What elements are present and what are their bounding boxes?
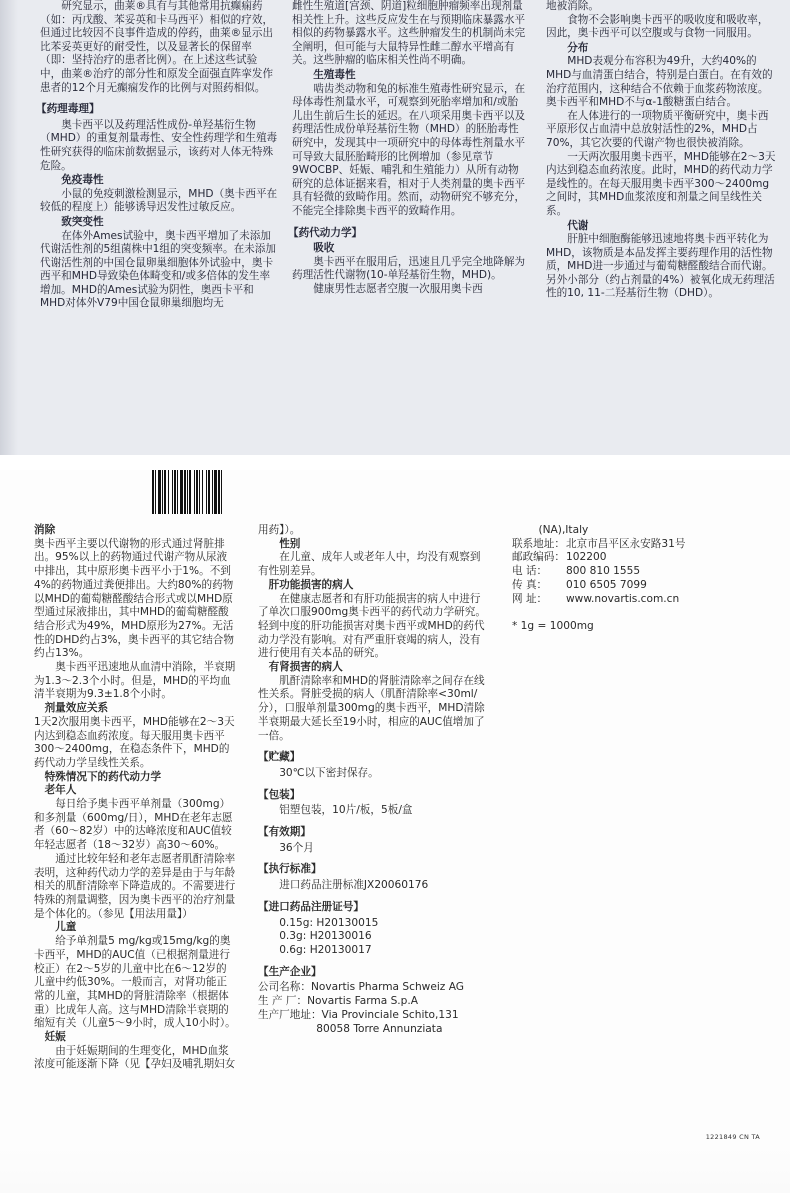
registration-015g: 0.15g: H20130015 <box>279 916 379 929</box>
section-head-registration: 【进口药品注册证号】 <box>258 900 364 913</box>
section-head-validity: 【有效期】 <box>258 826 311 839</box>
section-head-package: 【包装】 <box>258 788 301 801</box>
subhead-hepatic-impairment: 肝功能损害的病人 <box>268 578 354 591</box>
subhead-elimination: 消除 <box>34 524 56 536</box>
subhead-metabolism: 代谢 <box>567 219 589 232</box>
children-text: 给予单剂量5 mg/kg或15mg/kg的奥卡西平，MHD的AUC值（已根据剂量进行校正）在2～5岁的儿童中比在6～12岁的儿童中约低30%。一般而言，对肾功能正常的儿童，其MHD的肾脏清除率（根据体重）比成年人高。这与MHD清除半衰期的缩短有关（儿童5～9小时，成人10小时）。 <box>34 935 236 1030</box>
top-column-2 <box>288 0 526 296</box>
immunotoxicity-text: 小鼠的免疫刺激检测显示，MHD（奥卡西平在较低的程度上）能够诱导迟发性过敏反应。 <box>40 187 278 214</box>
subhead-dose-response: 剂量效应关系 <box>44 702 109 715</box>
bottom-column-1 <box>34 524 236 1072</box>
toxicology-text: 奥卡西平以及药理活性成份-单羟基衍生物（MHD）的重复剂量毒性、安全性药理学和生殖毒性研究获得的临床前数据显示，该药对人体无特殊危险。 <box>40 118 278 172</box>
section-head-manufacturer: 【生产企业】 <box>258 965 322 978</box>
subhead-reproductive-toxicity: 生殖毒性 <box>313 68 356 81</box>
bottom-column-2 <box>258 524 490 1036</box>
standard-text: 进口药品注册标准JX20060176 <box>279 879 429 892</box>
bottom-leaflet-section <box>0 470 790 1193</box>
steady-state-text: 一天两次服用奥卡西平，MHD能够在2～3天内达到稳态血药浓度。此时，MHD的药代动力学是线性的。在每天服用奥卡西平300～2400mg之间时，其MHD血浆浓度和剂量之间呈线性关系。 <box>546 150 776 217</box>
sheet-gap <box>0 455 790 470</box>
subhead-elderly: 老年人 <box>44 784 77 797</box>
barcode <box>152 470 260 514</box>
food-effect-text: 食物不会影响奥卡西平的吸收度和吸收率，因此，奥卡西平可以空腹或与食物一同服用。 <box>546 13 769 40</box>
mutagenicity-text: 在体外Ames试验中，奥卡西平增加了未添加代谢活性剂的5组菌株中1组的突变频率。在未添加代谢活性剂的中国仓鼠卵巢细胞体外试验中，奥卡西平和MHD导致染色体畸变和/或多倍体的发生率增加。MHD的Ames试验为阴性，奥西卡平和MHD对体外V79中国仓鼠卵巢细胞均无 <box>40 229 276 310</box>
contact-phone: 电 话： 800 810 1555 <box>512 565 641 578</box>
subhead-special-populations: 特殊情况下的药代动力学 <box>44 770 162 783</box>
section-head-storage: 【贮藏】 <box>258 751 301 764</box>
subhead-immunotoxicity: 免疫毒性 <box>61 174 104 187</box>
elimination-continued: 地被消除。 <box>546 0 599 12</box>
pregnancy-text: 由于妊娠期间的生理变化，MHD血浆浓度可能逐渐下降（见【孕妇及哺乳期妇女 <box>34 1044 236 1071</box>
top-leaflet-section <box>0 0 790 455</box>
mass-balance-text: 在人体进行的一项物质平衡研究中，奥卡西平原形仅占血清中总放射活性的2%，MHD占70%，其它次要的代谢产物也很快被消除。 <box>546 109 769 149</box>
elderly-text-1: 每日给予奥卡西平单剂量（300mg）和多剂量（600mg/日），MHD在老年志愿者（60～82岁）中的达峰浓度和AUC值较年轻志愿者（18～32岁）高30～60%。 <box>34 798 233 852</box>
contact-fax: 传 真： 010 6505 7099 <box>512 578 647 591</box>
absorption-text: 奥卡西平在服用后，迅速且几乎完全地降解为药理活性代谢物(10-单羟基衍生物，MHD)。 <box>292 255 526 282</box>
top-column-1 <box>36 0 278 311</box>
contact-address: 联系地址： 北京市昌平区永安路31号 <box>512 537 686 550</box>
section-head-standard: 【执行标准】 <box>258 863 322 876</box>
blank-footer <box>0 1147 790 1193</box>
distribution-text: MHD表观分布容积为49升，大约40%的MHD与血清蛋白结合，特别是白蛋白。在有效的治疗范围内，这种结合不依赖于血浆药物浓度。奥卡西平和MHD不与α-1酸糖蛋白结合。 <box>546 55 773 109</box>
gender-text: 在儿童、成年人或老年人中，均没有观察到有性别差异。 <box>258 551 481 578</box>
reproductive-toxicity-text: 啮齿类动物和兔的标准生殖毒性研究显示，在母体毒性剂量水平，可观察到死胎率增加和/或胎儿出生前后生长的延迟。在八项采用奥卡西平以及药理活性成份单羟基衍生物（MHD）的胚胎毒性研究中，发现其中一项研究中的母体毒性剂量水平可导致大鼠胚胎畸形的比例增加（参见章节9WOCBP、妊娠、哺乳和生殖能力）从所有动物研究的总体证据来看，相对于人类剂量的奥卡西平具有轻微的致畸作用。然而，动物研究不够充分，不能完全排除奥卡西平的致畸作用。 <box>292 82 526 217</box>
elimination-text-1: 奥卡西平主要以代谢物的形式通过肾脏排出。95%以上的药物通过代谢产物从尿液中排出，其中原形奥卡西平小于1%。不到4%的药物通过粪便排出。大约80%的药物以MHD的葡萄糖醛酸结合形式或以MHD原型通过尿液排出，其中MHD的葡萄糖醛酸结合形式为49%，MHD原形为27%。无活性的DHD约占3%，奥卡西平的其它结合物约占13%。 <box>34 537 234 660</box>
registration-06g: 0.6g: H20130017 <box>279 943 372 956</box>
contact-info <box>512 538 762 607</box>
registration-03g: 0.3g: H20130016 <box>279 930 372 943</box>
storage-text: 30℃以下密封保存。 <box>279 766 379 779</box>
package-text: 铝塑包装，10片/板，5板/盒 <box>279 804 413 817</box>
carcinogenicity-continued: 雌性生殖道[宫颈、阴道]粒细胞肿瘤频率出现剂量相关性上升。这些反应发生在与预期临床暴露水平相似的药物暴露水平。这些肿瘤发生的机制尚未完全阐明，但可能与大鼠特异性雌二醇水平增高有关。这些肿瘤的临床相关性尚不明确。 <box>292 0 526 67</box>
top-column-3 <box>546 0 776 301</box>
contact-postcode: 邮政编码： 102200 <box>512 551 607 564</box>
renal-impairment-text: 肌酐清除率和MHD的肾脏清除率之间存在线性关系。肾脏受损的病人（肌酐清除率<30ml/分），口服单剂量300mg的奥卡西平，MHD清除半衰期最大延长至19小时，相应的AUC值增加了一倍。 <box>258 674 485 742</box>
manufacturer-factory: 生 产 厂：Novartis Farma S.p.A <box>258 995 419 1008</box>
manufacturer-address-2: 80058 Torre Annunziata <box>316 1022 443 1035</box>
paper-fold-shadow <box>0 0 18 455</box>
subhead-renal-impairment: 有肾损害的病人 <box>268 661 343 674</box>
subhead-children: 儿童 <box>55 921 77 934</box>
section-head-toxicology: 【药理毒理】 <box>36 103 100 116</box>
unit-footnote: * 1g = 1000mg <box>512 620 594 633</box>
dose-response-text: 1天2次服用奥卡西平，MHD能够在2～3天内达到稳态血药浓度。每天服用奥卡西平300～2400mg，在稳态条件下，MHD的药代动力学呈线性关系。 <box>34 715 235 769</box>
subhead-mutagenicity: 致突变性 <box>61 215 104 228</box>
contact-website: 网 址： www.novartis.com.cn <box>512 592 680 605</box>
subhead-pregnancy: 妊娠 <box>44 1031 66 1044</box>
validity-text: 36个月 <box>279 841 314 854</box>
leaflet-code: 1221849 CN TA <box>705 1133 760 1141</box>
efficacy-paragraph: 研究显示，曲莱®具有与其他常用抗癫痫药（如：丙戊酸、苯妥英和卡马西平）相似的疗效，但通过比较因不良事件造成的停药，曲莱®显示出比苯妥英更好的耐受性，以及显著长的保留率（即：坚持治疗的患者比例）。在上述这些试验中，曲莱®治疗的部分性和原发全面强直阵挛发作患者的12个月无癫痫发作的比例与对照药相似。 <box>40 0 274 94</box>
subhead-absorption: 吸收 <box>313 242 335 255</box>
subhead-distribution: 分布 <box>567 41 589 54</box>
absorption-text-2: 健康男性志愿者空腹一次服用奥卡西 <box>313 282 483 295</box>
elimination-text-2: 奥卡西平迅速地从血清中消除，半衰期为1.3～2.3个小时。但是，MHD的平均血清半衰期为9.3±1.8个小时。 <box>34 661 236 701</box>
pregnancy-continued: 用药】）。 <box>258 524 301 536</box>
subhead-gender: 性别 <box>279 537 301 550</box>
manufacturer-address: 生产厂地址：Via Provinciale Schito,131 <box>258 1008 459 1021</box>
manufacturer-company: 公司名称：Novartis Pharma Schweiz AG <box>258 981 465 994</box>
section-head-pharmacokinetics: 【药代动力学】 <box>288 226 363 239</box>
manufacturer-country: (NA),Italy <box>538 524 589 536</box>
elderly-text-2: 通过比较年轻和老年志愿者肌酐清除率表明，这种药代动力学的差异是由于与年龄相关的肌酐清除率下降造成的。不需要进行特殊的剂量调整，因为奥卡西平的治疗剂量是个体化的。（参见【用法用量】） <box>34 852 236 920</box>
hepatic-impairment-text: 在健康志愿者和有肝功能损害的病人中进行了单次口服900mg奥卡西平的药代动力学研究。轻到中度的肝功能损害对奥卡西平或MHD的药代动力学没有影响。对有严重肝衰竭的病人，没有进行使用有关本品的研究。 <box>258 592 486 660</box>
bottom-column-3 <box>512 524 762 634</box>
metabolism-text: 肝脏中细胞酶能够迅速地将奥卡西平转化为MHD，该物质是本品发挥主要药理作用的活性物质，MHD进一步通过与葡萄糖醛酸结合而代谢。另外小部分（约占剂量的4%）被氧化成无药理活性的10, 11-二羟基衍生物（DHD）。 <box>546 233 775 300</box>
